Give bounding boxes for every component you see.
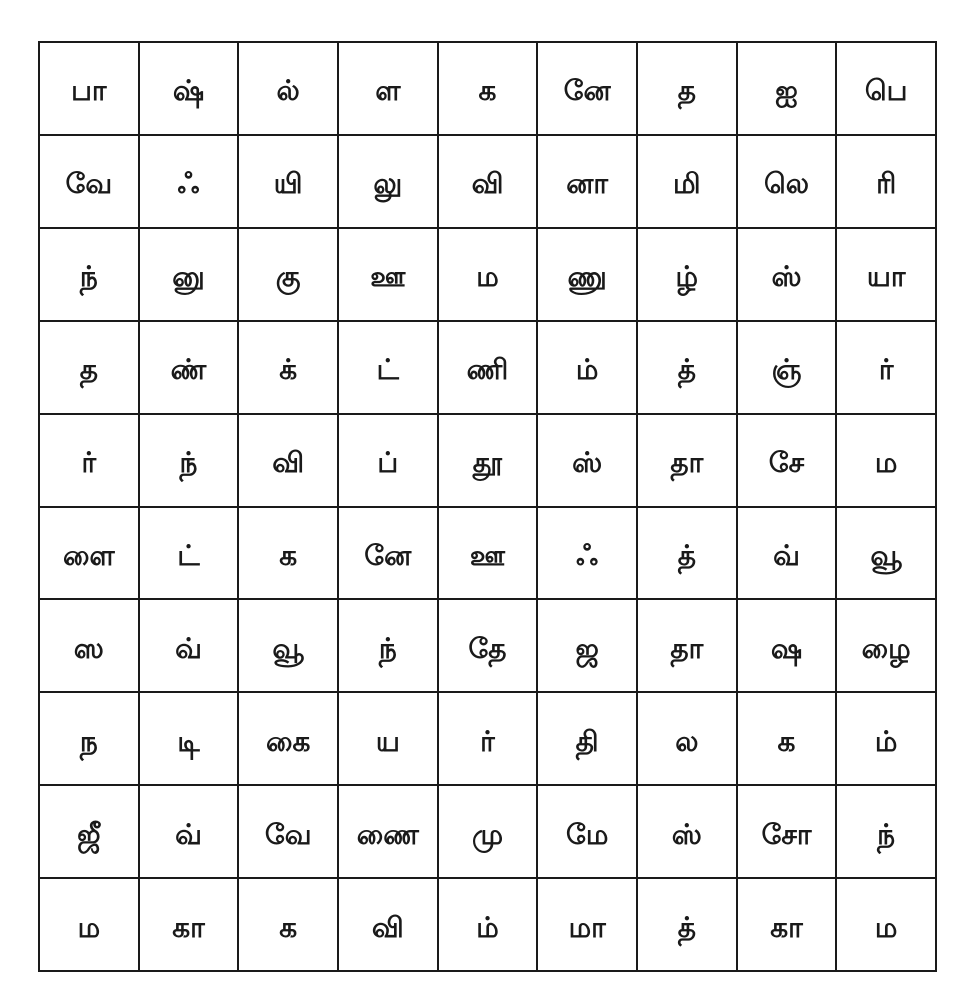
grid-cell[interactable]: த (638, 43, 738, 136)
grid-cell[interactable]: ள (339, 43, 439, 136)
grid-cell[interactable]: ஐ (738, 43, 838, 136)
grid-cell[interactable]: க (738, 693, 838, 786)
grid-cell[interactable]: ந் (339, 600, 439, 693)
grid-cell[interactable]: ப் (339, 415, 439, 508)
grid-cell[interactable]: ட் (339, 322, 439, 415)
grid-cell[interactable]: ர் (40, 415, 140, 508)
grid-cell[interactable]: கா (738, 879, 838, 972)
grid-cell[interactable]: ஸ (40, 600, 140, 693)
grid-cell[interactable]: ம (40, 879, 140, 972)
grid-cell[interactable]: ண் (140, 322, 240, 415)
grid-cell[interactable]: மா (538, 879, 638, 972)
grid-cell[interactable]: த் (638, 508, 738, 601)
grid-cell[interactable]: பா (40, 43, 140, 136)
grid-cell[interactable]: ஃ (538, 508, 638, 601)
grid-cell[interactable]: க (239, 508, 339, 601)
grid-cell[interactable]: வூ (837, 508, 937, 601)
grid-cell[interactable]: தூ (439, 415, 539, 508)
grid-cell[interactable]: வி (439, 136, 539, 229)
grid-cell[interactable]: ந் (837, 786, 937, 879)
grid-cell[interactable]: ஸ் (738, 229, 838, 322)
grid-cell[interactable]: ம் (538, 322, 638, 415)
grid-cell[interactable]: கு (239, 229, 339, 322)
grid-cell[interactable]: லு (339, 136, 439, 229)
grid-cell[interactable]: வி (339, 879, 439, 972)
grid-cell[interactable]: ஃ (140, 136, 240, 229)
grid-cell[interactable]: வ் (140, 786, 240, 879)
grid-cell[interactable]: ல (638, 693, 738, 786)
grid-cell[interactable]: ம (439, 229, 539, 322)
grid-cell[interactable]: னா (538, 136, 638, 229)
grid-cell[interactable]: ணு (538, 229, 638, 322)
grid-cell[interactable]: கா (140, 879, 240, 972)
grid-cell[interactable]: ம் (439, 879, 539, 972)
grid-cell[interactable]: தா (638, 415, 738, 508)
grid-cell[interactable]: ழ் (638, 229, 738, 322)
grid-cell[interactable]: ஸ் (538, 415, 638, 508)
grid-cell[interactable]: ரி (837, 136, 937, 229)
grid-cell[interactable]: த (40, 322, 140, 415)
grid-cell[interactable]: க (439, 43, 539, 136)
grid-cell[interactable]: யா (837, 229, 937, 322)
grid-cell[interactable]: ஜீ (40, 786, 140, 879)
grid-cell[interactable]: ஸ் (638, 786, 738, 879)
grid-cell[interactable]: ம் (837, 693, 937, 786)
grid-cell[interactable]: ம (837, 879, 937, 972)
grid-cell[interactable]: வி (239, 415, 339, 508)
grid-cell[interactable]: மி (638, 136, 738, 229)
grid-cell[interactable]: ஊ (339, 229, 439, 322)
grid-cell[interactable]: ணை (339, 786, 439, 879)
grid-cell[interactable]: னு (140, 229, 240, 322)
grid-cell[interactable]: மு (439, 786, 539, 879)
grid-cell[interactable]: சோ (738, 786, 838, 879)
grid-cell[interactable]: வூ (239, 600, 339, 693)
grid-cell[interactable]: ஷ் (140, 43, 240, 136)
grid-cell[interactable]: லெ (738, 136, 838, 229)
grid-cell[interactable]: வ் (738, 508, 838, 601)
grid-cell[interactable]: த் (638, 322, 738, 415)
grid-cell[interactable]: ஞ் (738, 322, 838, 415)
grid-cell[interactable]: ளை (40, 508, 140, 601)
grid-cell[interactable]: சே (738, 415, 838, 508)
grid-cell[interactable]: பெ (837, 43, 937, 136)
grid-cell[interactable]: ந (40, 693, 140, 786)
grid-cell[interactable]: ணி (439, 322, 539, 415)
grid-cell[interactable]: க (239, 879, 339, 972)
grid-cell[interactable]: ட் (140, 508, 240, 601)
grid-cell[interactable]: க் (239, 322, 339, 415)
grid-cell[interactable]: னே (538, 43, 638, 136)
grid-cell[interactable]: வே (239, 786, 339, 879)
grid-cell[interactable]: கை (239, 693, 339, 786)
grid-cell[interactable]: ஊ (439, 508, 539, 601)
grid-cell[interactable]: ழை (837, 600, 937, 693)
grid-cell[interactable]: னே (339, 508, 439, 601)
grid-cell[interactable]: ர் (837, 322, 937, 415)
grid-cell[interactable]: டி (140, 693, 240, 786)
grid-cell[interactable]: ல் (239, 43, 339, 136)
grid-cell[interactable]: த் (638, 879, 738, 972)
word-search-grid (38, 41, 937, 972)
grid-cell[interactable]: ஜ (538, 600, 638, 693)
grid-cell[interactable]: ந் (40, 229, 140, 322)
grid-cell[interactable]: தி (538, 693, 638, 786)
grid-cell[interactable]: மே (538, 786, 638, 879)
grid-cell[interactable]: தா (638, 600, 738, 693)
grid-cell[interactable]: ய (339, 693, 439, 786)
grid-cell[interactable]: ந் (140, 415, 240, 508)
grid-cell[interactable]: யி (239, 136, 339, 229)
grid-cell[interactable]: ர் (439, 693, 539, 786)
grid-cell[interactable]: தே (439, 600, 539, 693)
grid-cell[interactable]: வ் (140, 600, 240, 693)
grid-cell[interactable]: ஷ (738, 600, 838, 693)
grid-cell[interactable]: வே (40, 136, 140, 229)
grid-cell[interactable]: ம (837, 415, 937, 508)
